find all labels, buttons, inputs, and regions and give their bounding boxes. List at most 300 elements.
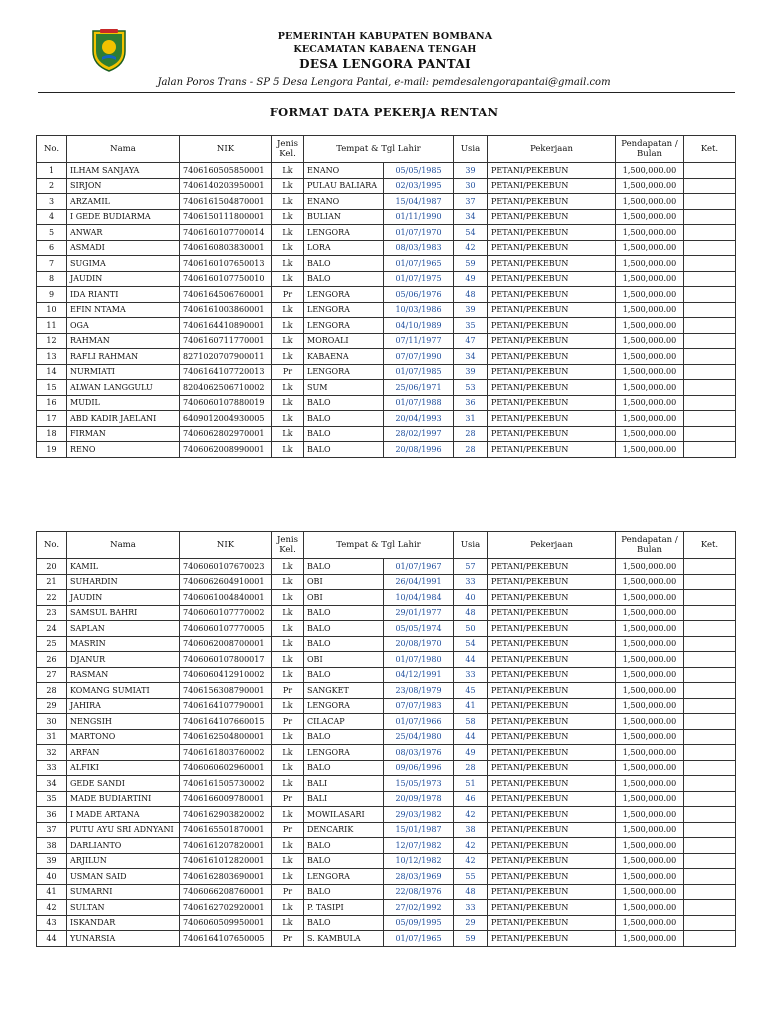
cell-nik: 7406164506760001 bbox=[180, 287, 272, 303]
table-row bbox=[37, 194, 736, 210]
table-row bbox=[37, 683, 736, 699]
table-row bbox=[37, 822, 736, 838]
table-row bbox=[37, 240, 736, 256]
cell-no: 13 bbox=[37, 349, 67, 365]
cell-tgl-lahir: 26/04/1991 bbox=[384, 574, 454, 590]
cell-no: 32 bbox=[37, 745, 67, 761]
cell-ket bbox=[684, 380, 736, 396]
cell-usia: 59 bbox=[454, 931, 488, 947]
cell-pekerjaan: PETANI/PEKEBUN bbox=[488, 380, 616, 396]
cell-pekerjaan: PETANI/PEKEBUN bbox=[488, 667, 616, 683]
cell-ket bbox=[684, 760, 736, 776]
col-ket: Ket. bbox=[684, 532, 736, 559]
cell-nik: 7406060107770005 bbox=[180, 621, 272, 637]
cell-nama: NURMIATI bbox=[67, 364, 180, 380]
cell-no: 39 bbox=[37, 853, 67, 869]
cell-no: 42 bbox=[37, 900, 67, 916]
cell-tempat-lahir: MOROALI bbox=[304, 333, 384, 349]
col-no: No. bbox=[37, 136, 67, 163]
col-pendapatan: Pendapatan / Bulan bbox=[616, 532, 684, 559]
table-row bbox=[37, 574, 736, 590]
cell-nik: 7406061004840001 bbox=[180, 590, 272, 606]
cell-jenis-kel: Lk bbox=[272, 574, 304, 590]
cell-usia: 28 bbox=[454, 426, 488, 442]
cell-tempat-lahir: BALO bbox=[304, 559, 384, 575]
table-row bbox=[37, 287, 736, 303]
cell-pendapatan: 1,500,000.00 bbox=[616, 271, 684, 287]
cell-pendapatan: 1,500,000.00 bbox=[616, 884, 684, 900]
cell-pekerjaan: PETANI/PEKEBUN bbox=[488, 838, 616, 854]
cell-pendapatan: 1,500,000.00 bbox=[616, 915, 684, 931]
cell-nama: ALWAN LANGGULU bbox=[67, 380, 180, 396]
cell-pekerjaan: PETANI/PEKEBUN bbox=[488, 636, 616, 652]
cell-no: 1 bbox=[37, 163, 67, 179]
cell-tempat-lahir: LENGORA bbox=[304, 698, 384, 714]
cell-ket bbox=[684, 745, 736, 761]
cell-ket bbox=[684, 574, 736, 590]
cell-tgl-lahir: 10/03/1986 bbox=[384, 302, 454, 318]
cell-pendapatan: 1,500,000.00 bbox=[616, 667, 684, 683]
cell-ket bbox=[684, 590, 736, 606]
cell-nik: 7406066208760001 bbox=[180, 884, 272, 900]
cell-nik: 6409012004930005 bbox=[180, 411, 272, 427]
cell-pekerjaan: PETANI/PEKEBUN bbox=[488, 302, 616, 318]
cell-pendapatan: 1,500,000.00 bbox=[616, 853, 684, 869]
cell-tempat-lahir: BALO bbox=[304, 760, 384, 776]
cell-ket bbox=[684, 256, 736, 272]
cell-tgl-lahir: 04/12/1991 bbox=[384, 667, 454, 683]
cell-tgl-lahir: 10/12/1982 bbox=[384, 853, 454, 869]
cell-nama: ASMADI bbox=[67, 240, 180, 256]
cell-tempat-lahir: BALI bbox=[304, 776, 384, 792]
cell-nama: ILHAM SANJAYA bbox=[67, 163, 180, 179]
cell-tempat-lahir: MOWILASARI bbox=[304, 807, 384, 823]
cell-tgl-lahir: 20/09/1978 bbox=[384, 791, 454, 807]
cell-nama: SUHARDIN bbox=[67, 574, 180, 590]
cell-ket bbox=[684, 884, 736, 900]
cell-nama: RENO bbox=[67, 442, 180, 458]
cell-nama: I GEDE BUDIARMA bbox=[67, 209, 180, 225]
cell-pekerjaan: PETANI/PEKEBUN bbox=[488, 590, 616, 606]
cell-ket bbox=[684, 240, 736, 256]
cell-ket bbox=[684, 621, 736, 637]
cell-pekerjaan: PETANI/PEKEBUN bbox=[488, 318, 616, 334]
cell-tempat-lahir: KABAENA bbox=[304, 349, 384, 365]
cell-usia: 39 bbox=[454, 364, 488, 380]
cell-tempat-lahir: BALO bbox=[304, 426, 384, 442]
cell-pekerjaan: PETANI/PEKEBUN bbox=[488, 349, 616, 365]
cell-pekerjaan: PETANI/PEKEBUN bbox=[488, 869, 616, 885]
cell-tempat-lahir: SUM bbox=[304, 380, 384, 396]
cell-jenis-kel: Pr bbox=[272, 683, 304, 699]
cell-no: 44 bbox=[37, 931, 67, 947]
cell-no: 25 bbox=[37, 636, 67, 652]
cell-no: 36 bbox=[37, 807, 67, 823]
table-row bbox=[37, 364, 736, 380]
cell-tempat-lahir: BALO bbox=[304, 667, 384, 683]
cell-tempat-lahir: BALO bbox=[304, 605, 384, 621]
col-tempat-tgl-lahir: Tempat & Tgl Lahir bbox=[304, 136, 454, 163]
cell-ket bbox=[684, 411, 736, 427]
cell-jenis-kel: Lk bbox=[272, 838, 304, 854]
cell-nama: PUTU AYU SRI ADNYANI bbox=[67, 822, 180, 838]
cell-usia: 57 bbox=[454, 559, 488, 575]
cell-tempat-lahir: ENANO bbox=[304, 194, 384, 210]
cell-pendapatan: 1,500,000.00 bbox=[616, 776, 684, 792]
cell-nama: SAPLAN bbox=[67, 621, 180, 637]
cell-usia: 47 bbox=[454, 333, 488, 349]
cell-jenis-kel: Lk bbox=[272, 194, 304, 210]
cell-jenis-kel: Lk bbox=[272, 605, 304, 621]
cell-ket bbox=[684, 791, 736, 807]
cell-pendapatan: 1,500,000.00 bbox=[616, 559, 684, 575]
cell-pendapatan: 1,500,000.00 bbox=[616, 729, 684, 745]
cell-usia: 29 bbox=[454, 915, 488, 931]
cell-nik: 7406060107770002 bbox=[180, 605, 272, 621]
table-row bbox=[37, 636, 736, 652]
cell-tgl-lahir: 01/07/1966 bbox=[384, 714, 454, 730]
cell-ket bbox=[684, 194, 736, 210]
cell-nik: 7406160107650013 bbox=[180, 256, 272, 272]
cell-jenis-kel: Lk bbox=[272, 318, 304, 334]
cell-pekerjaan: PETANI/PEKEBUN bbox=[488, 729, 616, 745]
cell-tgl-lahir: 01/07/1988 bbox=[384, 395, 454, 411]
cell-ket bbox=[684, 807, 736, 823]
cell-nama: SUGIMA bbox=[67, 256, 180, 272]
cell-pekerjaan: PETANI/PEKEBUN bbox=[488, 698, 616, 714]
cell-nama: YUNARSIA bbox=[67, 931, 180, 947]
cell-tempat-lahir: BALO bbox=[304, 621, 384, 637]
cell-pekerjaan: PETANI/PEKEBUN bbox=[488, 915, 616, 931]
cell-tgl-lahir: 09/06/1996 bbox=[384, 760, 454, 776]
cell-tempat-lahir: LENGORA bbox=[304, 302, 384, 318]
table-row bbox=[37, 900, 736, 916]
cell-usia: 34 bbox=[454, 209, 488, 225]
cell-nama: ANWAR bbox=[67, 225, 180, 241]
cell-nik: 7406161504870001 bbox=[180, 194, 272, 210]
document-title: FORMAT DATA PEKERJA RENTAN bbox=[269, 105, 499, 119]
cell-nik: 8271020707900011 bbox=[180, 349, 272, 365]
table-header-row bbox=[37, 532, 736, 559]
cell-pendapatan: 1,500,000.00 bbox=[616, 745, 684, 761]
cell-jenis-kel: Pr bbox=[272, 714, 304, 730]
cell-jenis-kel: Pr bbox=[272, 287, 304, 303]
cell-tgl-lahir: 07/11/1977 bbox=[384, 333, 454, 349]
cell-tgl-lahir: 01/07/1967 bbox=[384, 559, 454, 575]
cell-tempat-lahir: BALO bbox=[304, 729, 384, 745]
cell-nik: 7406161003860001 bbox=[180, 302, 272, 318]
cell-tempat-lahir: LENGORA bbox=[304, 364, 384, 380]
table-row bbox=[37, 838, 736, 854]
cell-pendapatan: 1,500,000.00 bbox=[616, 931, 684, 947]
cell-no: 43 bbox=[37, 915, 67, 931]
cell-no: 17 bbox=[37, 411, 67, 427]
cell-tempat-lahir: BALO bbox=[304, 838, 384, 854]
table-row bbox=[37, 256, 736, 272]
table-row bbox=[37, 667, 736, 683]
cell-usia: 36 bbox=[454, 395, 488, 411]
cell-tgl-lahir: 20/08/1970 bbox=[384, 636, 454, 652]
cell-no: 35 bbox=[37, 791, 67, 807]
cell-ket bbox=[684, 178, 736, 194]
table-row bbox=[37, 395, 736, 411]
cell-pekerjaan: PETANI/PEKEBUN bbox=[488, 333, 616, 349]
cell-nama: MUDIL bbox=[67, 395, 180, 411]
cell-pekerjaan: PETANI/PEKEBUN bbox=[488, 760, 616, 776]
cell-nik: 7406164107660015 bbox=[180, 714, 272, 730]
cell-no: 14 bbox=[37, 364, 67, 380]
cell-pendapatan: 1,500,000.00 bbox=[616, 698, 684, 714]
cell-jenis-kel: Lk bbox=[272, 869, 304, 885]
table-row bbox=[37, 776, 736, 792]
cell-usia: 39 bbox=[454, 302, 488, 318]
cell-pekerjaan: PETANI/PEKEBUN bbox=[488, 411, 616, 427]
col-nama: Nama bbox=[67, 532, 180, 559]
cell-ket bbox=[684, 318, 736, 334]
cell-tgl-lahir: 01/07/1965 bbox=[384, 256, 454, 272]
cell-usia: 48 bbox=[454, 884, 488, 900]
cell-jenis-kel: Lk bbox=[272, 915, 304, 931]
cell-pendapatan: 1,500,000.00 bbox=[616, 240, 684, 256]
cell-tgl-lahir: 05/09/1995 bbox=[384, 915, 454, 931]
cell-nik: 7406150111800001 bbox=[180, 209, 272, 225]
cell-usia: 49 bbox=[454, 271, 488, 287]
cell-pendapatan: 1,500,000.00 bbox=[616, 605, 684, 621]
table-row bbox=[37, 760, 736, 776]
government-name: PEMERINTAH KABUPATEN BOMBANA bbox=[277, 31, 493, 42]
cell-tempat-lahir: BALO bbox=[304, 411, 384, 427]
cell-pekerjaan: PETANI/PEKEBUN bbox=[488, 931, 616, 947]
col-no: No. bbox=[37, 532, 67, 559]
cell-tgl-lahir: 28/03/1969 bbox=[384, 869, 454, 885]
cell-jenis-kel: Lk bbox=[272, 442, 304, 458]
cell-nik: 7406160803830001 bbox=[180, 240, 272, 256]
cell-pendapatan: 1,500,000.00 bbox=[616, 349, 684, 365]
cell-usia: 58 bbox=[454, 714, 488, 730]
table-row bbox=[37, 178, 736, 194]
cell-no: 6 bbox=[37, 240, 67, 256]
table-row bbox=[37, 729, 736, 745]
cell-tgl-lahir: 01/11/1990 bbox=[384, 209, 454, 225]
cell-nama: JAUDIN bbox=[67, 271, 180, 287]
cell-no: 2 bbox=[37, 178, 67, 194]
cell-jenis-kel: Lk bbox=[272, 225, 304, 241]
cell-no: 24 bbox=[37, 621, 67, 637]
cell-usia: 28 bbox=[454, 442, 488, 458]
cell-no: 10 bbox=[37, 302, 67, 318]
cell-ket bbox=[684, 559, 736, 575]
cell-nama: DJANUR bbox=[67, 652, 180, 668]
col-pekerjaan: Pekerjaan bbox=[488, 136, 616, 163]
cell-nama: JAHIRA bbox=[67, 698, 180, 714]
cell-nik: 7406161012820001 bbox=[180, 853, 272, 869]
cell-ket bbox=[684, 395, 736, 411]
cell-jenis-kel: Lk bbox=[272, 411, 304, 427]
cell-pendapatan: 1,500,000.00 bbox=[616, 791, 684, 807]
cell-tempat-lahir: LENGORA bbox=[304, 318, 384, 334]
cell-ket bbox=[684, 209, 736, 225]
cell-jenis-kel: Lk bbox=[272, 395, 304, 411]
cell-no: 5 bbox=[37, 225, 67, 241]
cell-nik: 7406162702920001 bbox=[180, 900, 272, 916]
cell-usia: 45 bbox=[454, 683, 488, 699]
cell-tempat-lahir: OBI bbox=[304, 574, 384, 590]
cell-nama: SUMARNI bbox=[67, 884, 180, 900]
cell-nik: 8204062506710002 bbox=[180, 380, 272, 396]
cell-pendapatan: 1,500,000.00 bbox=[616, 869, 684, 885]
col-usia: Usia bbox=[454, 532, 488, 559]
cell-nik: 7406162504800001 bbox=[180, 729, 272, 745]
cell-usia: 42 bbox=[454, 838, 488, 854]
cell-nik: 7406161803760002 bbox=[180, 745, 272, 761]
cell-pendapatan: 1,500,000.00 bbox=[616, 395, 684, 411]
cell-jenis-kel: Lk bbox=[272, 559, 304, 575]
cell-usia: 42 bbox=[454, 807, 488, 823]
cell-pekerjaan: PETANI/PEKEBUN bbox=[488, 745, 616, 761]
table-row bbox=[37, 380, 736, 396]
cell-tgl-lahir: 15/01/1987 bbox=[384, 822, 454, 838]
col-pekerjaan: Pekerjaan bbox=[488, 532, 616, 559]
cell-usia: 54 bbox=[454, 636, 488, 652]
cell-usia: 35 bbox=[454, 318, 488, 334]
table-row bbox=[37, 318, 736, 334]
cell-jenis-kel: Lk bbox=[272, 302, 304, 318]
cell-jenis-kel: Lk bbox=[272, 209, 304, 225]
cell-pekerjaan: PETANI/PEKEBUN bbox=[488, 256, 616, 272]
cell-jenis-kel: Lk bbox=[272, 590, 304, 606]
cell-pendapatan: 1,500,000.00 bbox=[616, 760, 684, 776]
table-row bbox=[37, 225, 736, 241]
cell-jenis-kel: Lk bbox=[272, 900, 304, 916]
cell-nik: 7406162803690001 bbox=[180, 869, 272, 885]
cell-jenis-kel: Lk bbox=[272, 178, 304, 194]
table-row bbox=[37, 349, 736, 365]
cell-nik: 7406140203950001 bbox=[180, 178, 272, 194]
cell-pendapatan: 1,500,000.00 bbox=[616, 178, 684, 194]
cell-no: 23 bbox=[37, 605, 67, 621]
cell-nik: 7406160107700014 bbox=[180, 225, 272, 241]
worker-table-1 bbox=[36, 135, 736, 458]
cell-jenis-kel: Lk bbox=[272, 636, 304, 652]
cell-jenis-kel: Lk bbox=[272, 667, 304, 683]
cell-tempat-lahir: P. TASIPI bbox=[304, 900, 384, 916]
cell-ket bbox=[684, 714, 736, 730]
cell-tempat-lahir: SANGKET bbox=[304, 683, 384, 699]
cell-nik: 7406164107720013 bbox=[180, 364, 272, 380]
cell-jenis-kel: Lk bbox=[272, 333, 304, 349]
worker-table-2 bbox=[36, 531, 736, 947]
table-row bbox=[37, 745, 736, 761]
cell-no: 7 bbox=[37, 256, 67, 272]
cell-tgl-lahir: 05/05/1985 bbox=[384, 163, 454, 179]
cell-nik: 7406165501870001 bbox=[180, 822, 272, 838]
cell-usia: 40 bbox=[454, 590, 488, 606]
cell-no: 11 bbox=[37, 318, 67, 334]
cell-nama: SIRJON bbox=[67, 178, 180, 194]
cell-no: 27 bbox=[37, 667, 67, 683]
cell-pekerjaan: PETANI/PEKEBUN bbox=[488, 442, 616, 458]
cell-pendapatan: 1,500,000.00 bbox=[616, 822, 684, 838]
letterhead bbox=[0, 0, 768, 95]
cell-jenis-kel: Pr bbox=[272, 364, 304, 380]
cell-no: 40 bbox=[37, 869, 67, 885]
cell-usia: 31 bbox=[454, 411, 488, 427]
table-row bbox=[37, 884, 736, 900]
cell-tempat-lahir: LENGORA bbox=[304, 225, 384, 241]
cell-nama: ARZAMIL bbox=[67, 194, 180, 210]
cell-pendapatan: 1,500,000.00 bbox=[616, 163, 684, 179]
cell-ket bbox=[684, 163, 736, 179]
cell-usia: 28 bbox=[454, 760, 488, 776]
cell-jenis-kel: Lk bbox=[272, 240, 304, 256]
cell-jenis-kel: Pr bbox=[272, 931, 304, 947]
cell-no: 29 bbox=[37, 698, 67, 714]
cell-pekerjaan: PETANI/PEKEBUN bbox=[488, 163, 616, 179]
cell-nik: 7406060107880019 bbox=[180, 395, 272, 411]
cell-no: 4 bbox=[37, 209, 67, 225]
cell-usia: 46 bbox=[454, 791, 488, 807]
cell-usia: 38 bbox=[454, 822, 488, 838]
cell-nik: 7406160711770001 bbox=[180, 333, 272, 349]
table-row bbox=[37, 931, 736, 947]
cell-tgl-lahir: 01/07/1970 bbox=[384, 225, 454, 241]
cell-pendapatan: 1,500,000.00 bbox=[616, 426, 684, 442]
cell-pendapatan: 1,500,000.00 bbox=[616, 287, 684, 303]
cell-tgl-lahir: 12/07/1982 bbox=[384, 838, 454, 854]
cell-tgl-lahir: 28/02/1997 bbox=[384, 426, 454, 442]
cell-tgl-lahir: 08/03/1976 bbox=[384, 745, 454, 761]
cell-pekerjaan: PETANI/PEKEBUN bbox=[488, 884, 616, 900]
cell-nik: 7406060602960001 bbox=[180, 760, 272, 776]
cell-pekerjaan: PETANI/PEKEBUN bbox=[488, 621, 616, 637]
cell-pekerjaan: PETANI/PEKEBUN bbox=[488, 574, 616, 590]
cell-usia: 41 bbox=[454, 698, 488, 714]
village-name: DESA LENGORA PANTAI bbox=[299, 57, 471, 71]
cell-jenis-kel: Pr bbox=[272, 822, 304, 838]
col-jenis-kel: Jenis Kel. bbox=[272, 136, 304, 163]
cell-usia: 30 bbox=[454, 178, 488, 194]
cell-ket bbox=[684, 426, 736, 442]
cell-usia: 49 bbox=[454, 745, 488, 761]
cell-tempat-lahir: OBI bbox=[304, 652, 384, 668]
cell-nik: 7406160505850001 bbox=[180, 163, 272, 179]
col-pendapatan: Pendapatan / Bulan bbox=[616, 136, 684, 163]
cell-tempat-lahir: BALO bbox=[304, 271, 384, 287]
cell-pekerjaan: PETANI/PEKEBUN bbox=[488, 853, 616, 869]
cell-jenis-kel: Lk bbox=[272, 729, 304, 745]
cell-pekerjaan: PETANI/PEKEBUN bbox=[488, 822, 616, 838]
cell-pekerjaan: PETANI/PEKEBUN bbox=[488, 364, 616, 380]
cell-usia: 55 bbox=[454, 869, 488, 885]
cell-tgl-lahir: 08/03/1983 bbox=[384, 240, 454, 256]
cell-usia: 42 bbox=[454, 853, 488, 869]
cell-jenis-kel: Pr bbox=[272, 791, 304, 807]
cell-nik: 7406060509950001 bbox=[180, 915, 272, 931]
cell-nama: KOMANG SUMIATI bbox=[67, 683, 180, 699]
cell-usia: 59 bbox=[454, 256, 488, 272]
cell-tgl-lahir: 15/04/1987 bbox=[384, 194, 454, 210]
cell-no: 19 bbox=[37, 442, 67, 458]
cell-jenis-kel: Lk bbox=[272, 256, 304, 272]
cell-tempat-lahir: BALO bbox=[304, 636, 384, 652]
table-row bbox=[37, 442, 736, 458]
cell-no: 18 bbox=[37, 426, 67, 442]
cell-nik: 7406160107750010 bbox=[180, 271, 272, 287]
cell-pekerjaan: PETANI/PEKEBUN bbox=[488, 209, 616, 225]
cell-usia: 53 bbox=[454, 380, 488, 396]
cell-pekerjaan: PETANI/PEKEBUN bbox=[488, 194, 616, 210]
cell-pendapatan: 1,500,000.00 bbox=[616, 225, 684, 241]
